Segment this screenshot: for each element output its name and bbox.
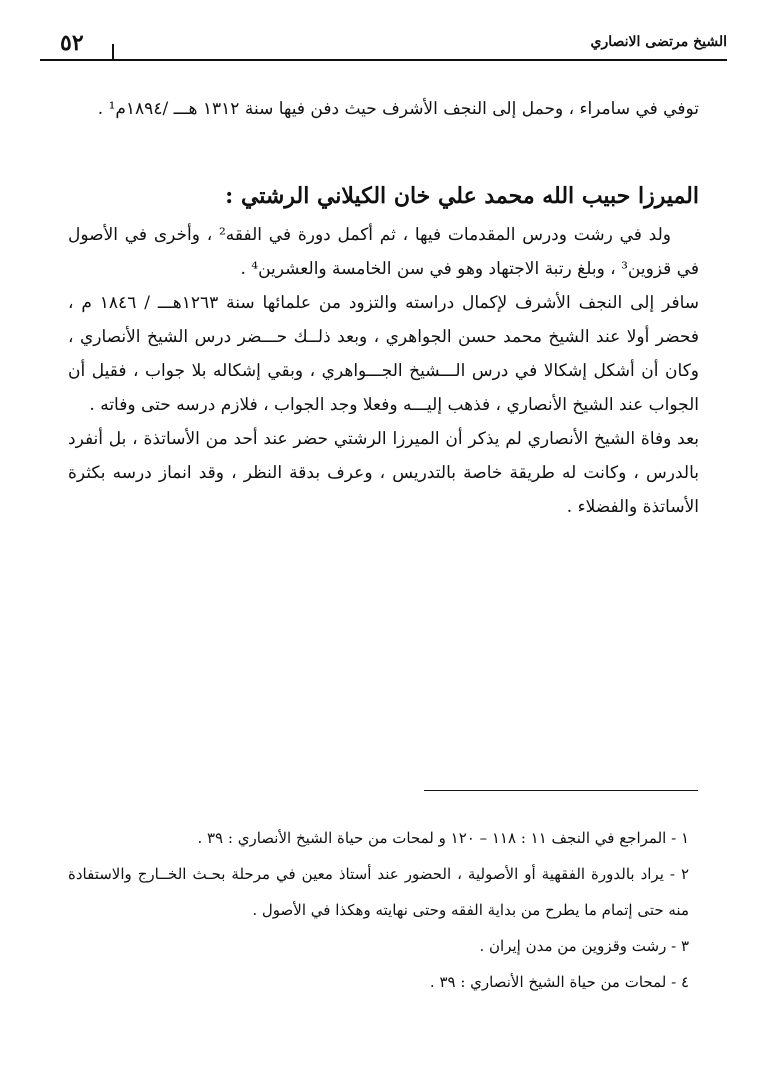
section-gap <box>68 126 699 174</box>
running-title: الشيخ مرتضى الانصاري <box>590 34 727 50</box>
paragraph-travel: سافر إلى النجف الأشرف لإكمال دراسته والتزود من علمائها سنة ١٢٦٣هـــ / ١٨٤٦ م ، فحضر أولا عند الشيخ محمد حسن الجواهري ، وبعد ذلــك حـــضر درس الشيخ الأنصاري ، وكان أن أشكل إشكالا في درس الـــشيخ الجـــواهري ، وبقي إشكاله بلا جواب ، فقيل أن الجواب عند الشيخ الأنصاري ، فذهب إليـــه وفعلا وجد الجواب ، فلازم درسه حتى وفاته . <box>68 293 699 415</box>
footnote-2: ٢ - يراد بالدورة الفقهية أو الأصولية ، الحضور عند أستاذ معين في مرحلة بحـث الخــارج والاستفادة منه حتى إتمام ما يطرح من بداية الفقه وحتى نهايته وهكذا في الأصول . <box>68 865 689 919</box>
paragraph-birth: ولد في رشت ودرس المقدمات فيها ، ثم أكمل دورة في الفقه² ، وأخرى في الأصول في قزوين³ ، وبلغ رتبة الاجتهاد وهو في سن الخامسة والعشرين⁴ . <box>68 225 699 279</box>
footnote-1: ١ - المراجع في النجف ١١ : ١١٨ – ١٢٠ و لمحات من حياة الشيخ الأنصاري : ٣٩ . <box>197 829 689 847</box>
footnote-4: ٤ - لمحات من حياة الشيخ الأنصاري : ٣٩ . <box>429 973 689 991</box>
footnotes <box>68 820 689 1000</box>
page-number: ٥٢ <box>60 30 84 56</box>
section-heading: الميرزا حبيب الله محمد علي خان الكيلاني الرشتي : <box>225 183 699 209</box>
footnote-rule <box>424 790 698 791</box>
footnote-3: ٣ - رشت وقزوين من مدن إيران . <box>479 937 689 955</box>
header-tick <box>112 44 114 60</box>
paragraph-after-death: بعد وفاة الشيخ الأنصاري لم يذكر أن الميرزا الرشتي حضر عند أحد من الأساتذة ، بل أنفرد بالدرس ، وكانت له طريقة خاصة بالتدريس ، وعرف بدقة النظر ، وقد انماز درسه بكثرة الأساتذة والفضلاء . <box>68 429 699 517</box>
header-rule <box>40 59 727 61</box>
page-header <box>40 28 727 64</box>
main-text <box>68 92 699 524</box>
paragraph-death: توفي في سامراء ، وحمل إلى النجف الأشرف حيث دفن فيها سنة ١٣١٢ هـــ /١٨٩٤م¹ . <box>97 99 699 119</box>
